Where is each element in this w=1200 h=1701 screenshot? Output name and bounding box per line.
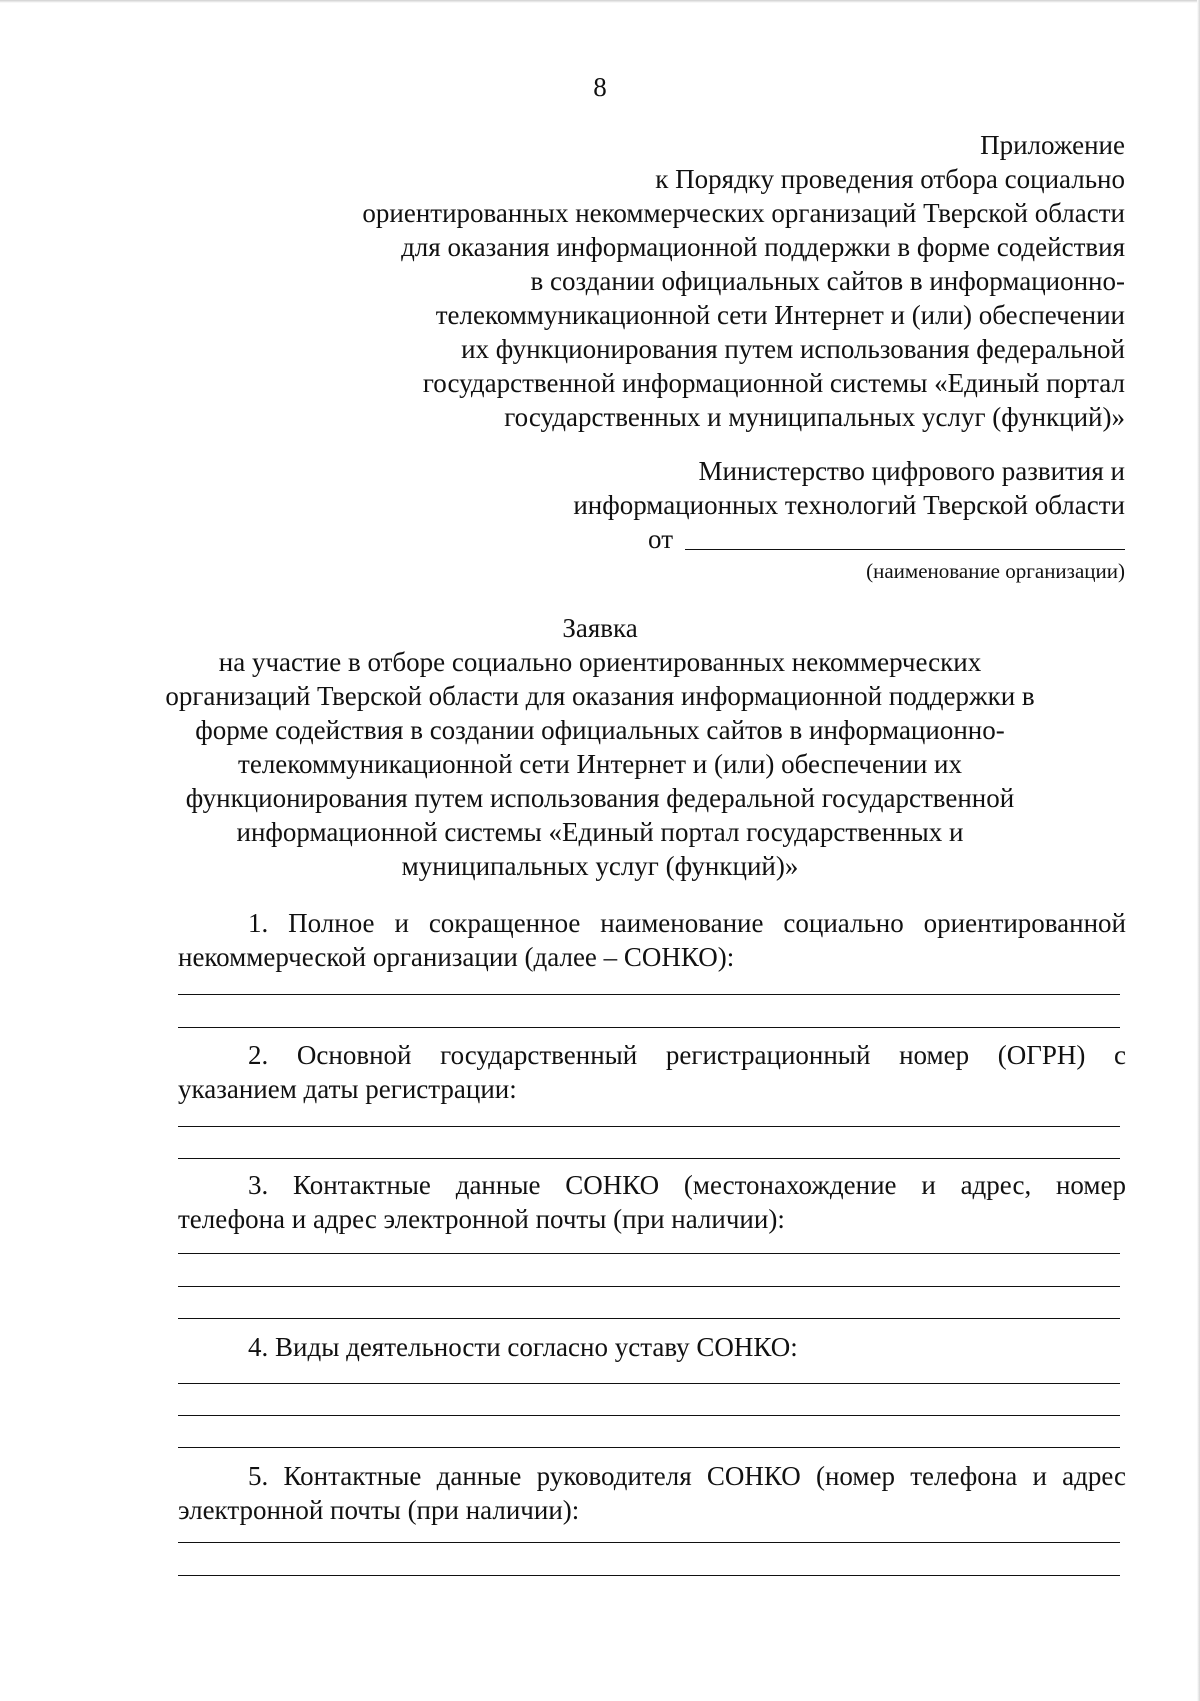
item-1 [178, 906, 1126, 974]
appendix-line: для оказания информационной поддержки в форме содействия [401, 232, 1125, 262]
item-1-line-1: 1. Полное и сокращенное наименование социально ориентированной [248, 908, 1126, 938]
item-2-answer-line[interactable] [178, 1126, 1120, 1127]
item-4-answer-line[interactable] [178, 1415, 1120, 1416]
title-line: функционирования путем использования федеральной государственной [185, 783, 1015, 813]
page-number: 8 [593, 72, 607, 102]
appendix-line: телекоммуникационной сети Интернет и (или) обеспечении [435, 300, 1125, 330]
title-line: информационной системы «Единый портал государственных и [236, 817, 964, 847]
recipient-line-2: информационных технологий Тверской области [573, 490, 1125, 520]
organization-caption: (наименование организации) [866, 559, 1125, 583]
item-3-line-1: 3. Контактные данные СОНКО (местонахождение и адрес, номер [248, 1170, 1126, 1200]
item-4-line-1: 4. Виды деятельности согласно уставу СОНКО: [248, 1332, 798, 1362]
item-4-answer-line[interactable] [178, 1447, 1120, 1448]
item-5-answer-line[interactable] [178, 1575, 1120, 1576]
recipient-line-1: Министерство цифрового развития и [698, 456, 1125, 486]
item-1-answer-line[interactable] [178, 994, 1120, 995]
title-line: форме содействия в создании официальных сайтов в информационно- [195, 715, 1005, 745]
item-4-answer-line[interactable] [178, 1383, 1120, 1384]
recipient-block [573, 454, 1125, 584]
title-line: телекоммуникационной сети Интернет и (или) обеспечении их [238, 749, 962, 779]
item-3-line-2: телефона и адрес электронной почты (при наличии): [178, 1204, 785, 1234]
item-3-answer-line[interactable] [178, 1253, 1120, 1254]
item-3-answer-line[interactable] [178, 1286, 1120, 1287]
item-1-answer-line[interactable] [178, 1027, 1120, 1028]
appendix-line: государственных и муниципальных услуг (функций)» [504, 402, 1125, 432]
item-5-line-2: электронной почты (при наличии): [178, 1495, 580, 1525]
appendix-header [362, 128, 1125, 434]
appendix-line: государственной информационной системы «Единый портал [422, 368, 1125, 398]
title-line: на участие в отборе социально ориентированных некоммерческих [218, 647, 982, 677]
page-top-edge [0, 0, 1200, 3]
appendix-line: ориентированных некоммерческих организаций Тверской области [362, 198, 1125, 228]
item-2-line-2: указанием даты регистрации: [178, 1074, 517, 1104]
from-label: от [648, 524, 673, 554]
item-3-answer-line[interactable] [178, 1318, 1120, 1319]
item-2-answer-line[interactable] [178, 1158, 1120, 1159]
appendix-line: к Порядку проведения отбора социально [655, 164, 1125, 194]
appendix-line: их функционирования путем использования федеральной [461, 334, 1125, 364]
organization-name-field[interactable] [685, 548, 1125, 550]
item-1-line-2: некоммерческой организации (далее – СОНКО): [178, 942, 735, 972]
title-line: организаций Тверской области для оказания информационной поддержки в [165, 681, 1035, 711]
item-2-line-1: 2. Основной государственный регистрационный номер (ОГРН) с [248, 1040, 1126, 1070]
item-5-answer-line[interactable] [178, 1542, 1120, 1543]
item-5-line-1: 5. Контактные данные руководителя СОНКО (номер телефона и адрес [248, 1461, 1126, 1491]
item-2 [178, 1038, 1126, 1106]
item-3 [178, 1168, 1126, 1236]
appendix-line: в создании официальных сайтов в информационно- [530, 266, 1125, 296]
item-4 [178, 1330, 1126, 1364]
appendix-line: Приложение [980, 130, 1125, 160]
item-5 [178, 1459, 1126, 1527]
title-line: муниципальных услуг (функций)» [401, 851, 799, 881]
title-heading: Заявка [562, 613, 638, 643]
application-title [0, 611, 1200, 883]
from-row [573, 522, 1125, 556]
